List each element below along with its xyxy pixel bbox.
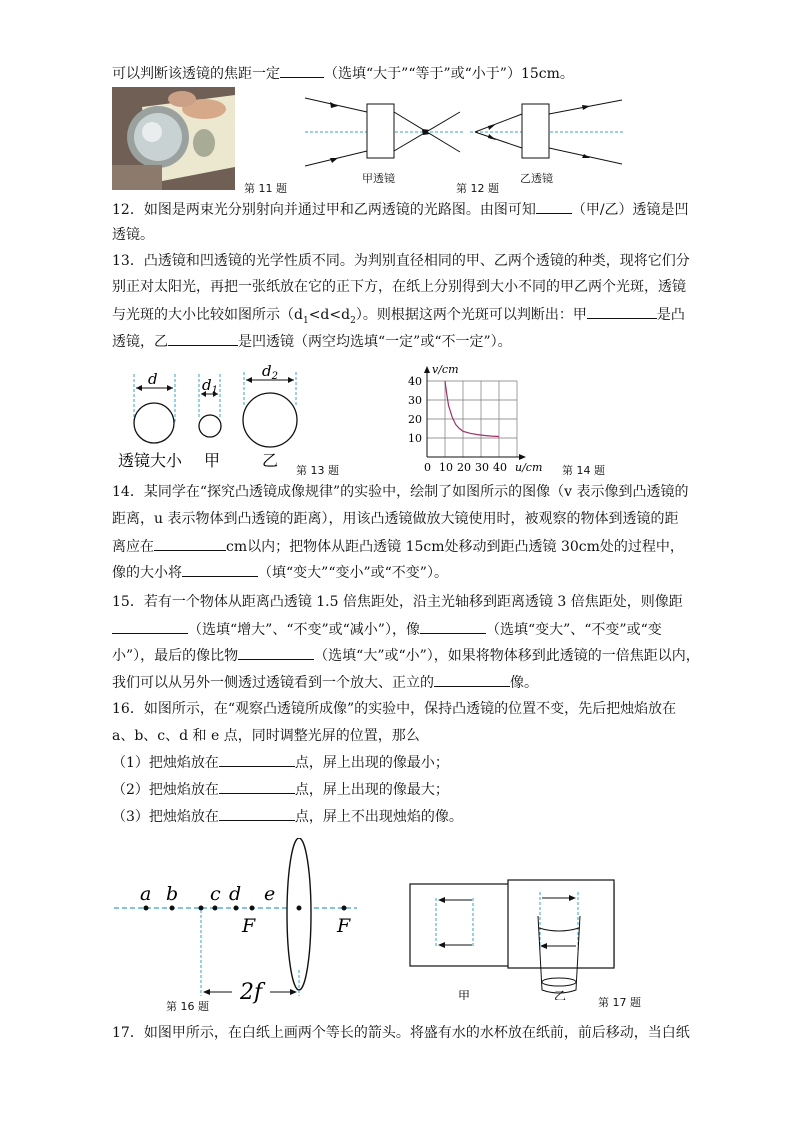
q13-l3-post: 是凸 <box>656 307 685 323</box>
x-tick-label: 20 <box>457 461 471 474</box>
x-axis-arrow <box>519 454 526 460</box>
q13-jia-blank[interactable] <box>587 304 657 319</box>
q15-l4-post: 像。 <box>510 675 538 691</box>
q16-i3-post: 点，屏上不出现烛焰的像。 <box>294 809 463 825</box>
q16-line-2: a、b、c、d 和 e 点，同时调整光屏的位置，那么 <box>112 728 420 744</box>
x-tick-label: 30 <box>475 461 489 474</box>
q12-answer-blank[interactable] <box>536 199 572 214</box>
focus-left-label: F <box>242 915 256 937</box>
x-tick-label: 0 <box>424 461 431 474</box>
caption-lens-yi: 乙透镜 <box>520 172 553 185</box>
q14-line-3 <box>112 536 684 557</box>
q15-line-3 <box>112 645 700 666</box>
q16-i3-pre: （3）把烛焰放在 <box>112 809 219 825</box>
cup-background-rect <box>508 880 614 968</box>
point-d-label: d <box>229 883 242 905</box>
q16-none-blank[interactable] <box>219 806 295 821</box>
fig13-d-label: d <box>148 370 158 388</box>
q16-largest-blank[interactable] <box>219 779 295 794</box>
spot-jia-circle <box>199 415 221 437</box>
fig13-d2-label: $d_2$ <box>262 362 278 382</box>
q15-line-2 <box>112 619 662 640</box>
caption-q12: 第 12 题 <box>456 182 499 195</box>
q15-line-4 <box>112 672 538 693</box>
q13-line-1: 13．凸透镜和凹透镜的光学性质不同。为判别直径相同的甲、乙两个透镜的种类，现将它们分 <box>112 253 690 269</box>
q14-size-blank[interactable] <box>182 562 258 577</box>
q15-distance-blank[interactable] <box>112 619 188 634</box>
caption-q14: 第 14 题 <box>562 464 605 477</box>
q13-figure <box>112 362 302 477</box>
q15-compare-blank[interactable] <box>238 645 314 660</box>
fig13-label-yi: 乙 <box>262 451 279 470</box>
q14-l3-post: cm以内；把物体从距凸透镜 15cm处移动到距凸透镜 30cm处的过程中， <box>226 539 684 555</box>
point-e-label: e <box>264 883 276 905</box>
q12-text-pre: 12．如图是两束光分别射向并通过甲和乙两透镜的光路图。由图可知 <box>112 202 536 218</box>
y-tick-label: 30 <box>408 394 422 407</box>
q13-yi-blank[interactable] <box>168 331 238 346</box>
chart-grid <box>427 381 517 457</box>
q16-i2-post: 点，屏上出现的像最大； <box>294 782 449 798</box>
q17-figure <box>408 878 618 1000</box>
chart-ylabel: v/cm <box>432 363 459 376</box>
focus-right-label: F <box>337 915 351 937</box>
q12-figure <box>300 88 630 188</box>
two-f-label: 2f <box>240 980 263 1005</box>
point-c-label: c <box>210 883 221 905</box>
spot-yi-circle <box>243 393 297 447</box>
point-b-label: b <box>166 883 179 905</box>
lens-circle <box>134 403 174 443</box>
q14-l4-post: （填“变大”“变小”或“不变”）。 <box>258 565 448 581</box>
q14-line-2: 距离，u 表示物体到凸透镜的距离），用该凸透镜做放大镜使用时，被观察的物体到透镜的距 <box>112 511 679 527</box>
fig17-label-jia: 甲 <box>458 989 471 1000</box>
q14-line-1: 14．某同学在“探究凸透镜成像规律”的实验中，绘制了如图所示的图像（v 表示像到凸透镜的 <box>112 484 689 500</box>
q15-l3-post: （选填“大”或“小”），如果将物体移到此透镜的一倍焦距以内， <box>314 648 700 664</box>
chart-series-line <box>445 381 499 437</box>
q15-line-1: 15．若有一个物体从距离凸透镜 1.5 倍焦距处，沿主光轴移到距离透镜 3 倍焦距处，则像距 <box>112 594 683 610</box>
q16-i2-pre: （2）把烛焰放在 <box>112 782 219 798</box>
q11-text-post: （选填“大于”“等于”或“小于”）15cm。 <box>324 66 574 82</box>
q13-l3-pre: 与光斑的大小比较如图所示（d <box>112 307 303 323</box>
caption-q16: 第 16 题 <box>166 1000 209 1013</box>
q16-item-2 <box>112 779 449 800</box>
q16-item-3 <box>112 806 463 827</box>
q15-l2-b: （选填“变大”、“不变”或“变 <box>485 622 662 638</box>
q16-i1-pre: （1）把烛焰放在 <box>112 755 219 771</box>
q14-l4-pre: 像的大小将 <box>112 565 182 581</box>
q14-chart <box>400 360 560 475</box>
q11-photo <box>112 87 235 190</box>
lens-yi-box <box>522 104 549 158</box>
q17-line-1: 17．如图甲所示，在白纸上画两个等长的箭头。将盛有水的水杯放在纸前，前后移动，当白纸 <box>112 1025 690 1041</box>
fig17-label-yi: 乙 <box>554 989 567 1000</box>
y-axis-arrow <box>424 366 430 373</box>
y-tick-label: 20 <box>408 413 422 426</box>
q14-line-4 <box>112 562 448 583</box>
q11-tail-line <box>112 63 574 84</box>
chart-xlabel: u/cm <box>515 461 543 474</box>
q13-line-4 <box>112 331 512 352</box>
q13-sub1: 1 <box>302 315 309 326</box>
q13-l4-pre: 透镜，乙 <box>112 334 168 350</box>
q15-virtual-blank[interactable] <box>434 672 510 687</box>
q16-i1-post: 点，屏上出现的像最小； <box>294 755 449 771</box>
q16-item-1 <box>112 752 449 773</box>
q16-figure <box>112 838 374 1010</box>
fig13-label-lens: 透镜大小 <box>118 451 183 470</box>
x-tick-label: 40 <box>493 461 507 474</box>
magnifier-photo-illustration <box>112 87 235 190</box>
fig13-d1-label: $d_1$ <box>202 376 218 396</box>
q15-l2-a: （选填“增大”、“不变”或“减小”），像 <box>188 622 420 638</box>
caption-q13: 第 13 题 <box>296 464 339 477</box>
q13-line-2: 别正对太阳光，再把一张纸放在它的正下方，在纸上分别得到大小不同的甲乙两个光斑，透镜 <box>112 279 686 295</box>
q15-l3-pre: 小”），最后的像比物 <box>112 648 239 664</box>
q12-text-post: （甲/乙）透镜是凹 <box>571 202 689 218</box>
y-tick-label: 40 <box>408 375 422 388</box>
caption-lens-jia: 甲透镜 <box>362 172 395 185</box>
convex-lens <box>287 838 311 990</box>
q13-l4-post: 是凹透镜（两空均选填“一定”或“不一定”）。 <box>238 334 512 350</box>
q12-line-1 <box>112 199 689 220</box>
q15-l4-pre: 我们可以从另外一侧透过透镜看到一个放大、正立的 <box>112 675 434 691</box>
lens-jia-box <box>367 104 394 158</box>
q16-line-1: 16．如图所示，在“观察凸透镜所成像”的实验中，保持凸透镜的位置不变，先后把烛焰放在 <box>112 701 677 717</box>
q13-l3-mid: <d<d <box>308 307 351 323</box>
y-tick-label: 10 <box>408 432 422 445</box>
point-a-label: a <box>140 883 152 905</box>
q11-answer-blank[interactable] <box>280 63 324 78</box>
q14-l3-pre: 离应在 <box>112 539 154 555</box>
q13-line-3 <box>112 304 685 331</box>
caption-q17: 第 17 题 <box>598 996 641 1009</box>
fig13-label-jia: 甲 <box>204 451 221 470</box>
x-tick-label: 10 <box>439 461 453 474</box>
q15-image-blank[interactable] <box>420 619 486 634</box>
q13-l3-mid2: ）。则根据这两个光斑可以判断出：甲 <box>355 307 587 323</box>
caption-q11: 第 11 题 <box>244 182 287 195</box>
q12-line-2: 透镜。 <box>112 227 154 243</box>
q13-sub2: 2 <box>350 315 356 326</box>
q14-distance-blank[interactable] <box>154 536 226 551</box>
q11-text-pre: 可以判断该透镜的焦距一定 <box>112 66 280 82</box>
q16-smallest-blank[interactable] <box>219 752 295 767</box>
